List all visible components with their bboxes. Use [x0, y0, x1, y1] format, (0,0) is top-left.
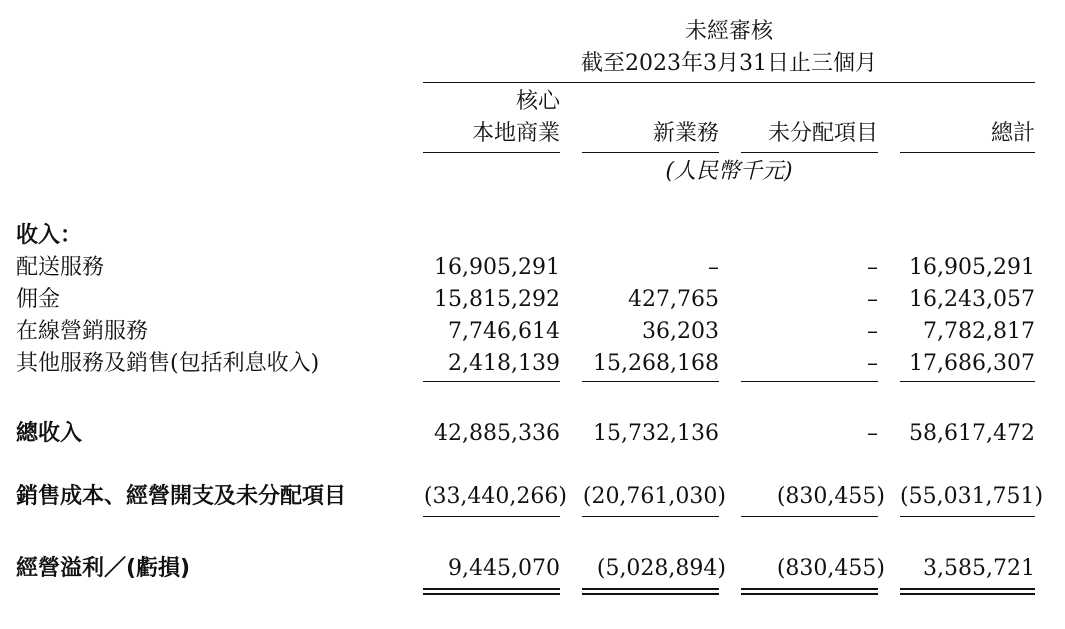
cell-core: 42,885,336 — [434, 421, 560, 446]
cell-total: 16,905,291 — [909, 255, 1035, 280]
cell-unalloc: – — [867, 351, 878, 376]
cell-new: – — [708, 255, 719, 280]
costs-rule-core — [423, 516, 560, 517]
cell-core: 2,418,139 — [448, 351, 560, 376]
costs-rule-total — [900, 516, 1035, 517]
revenue-heading: 收入： — [16, 223, 83, 248]
cell-unalloc: – — [867, 255, 878, 280]
col-unallocated: 未分配項目 — [767, 121, 878, 146]
cell-total: 16,243,057 — [909, 287, 1035, 312]
cell-new: 15,732,136 — [593, 421, 719, 446]
cell-total: 7,782,817 — [923, 319, 1035, 344]
cell-total: 58,617,472 — [909, 421, 1035, 446]
header-rule — [423, 82, 1035, 83]
period-heading: 截至2023年3月31日止三個月 — [581, 51, 877, 76]
cell-new: 427,765 — [628, 287, 719, 312]
col-unalloc-rule — [741, 152, 878, 153]
cell-total: 17,686,307 — [909, 351, 1035, 376]
col-total-rule — [900, 152, 1035, 153]
double-rule-core — [423, 588, 560, 595]
cell-unalloc: – — [867, 421, 878, 446]
cell-core: 7,746,614 — [448, 319, 560, 344]
double-rule-total — [900, 588, 1035, 595]
cell-core: 16,905,291 — [434, 255, 560, 280]
subtotal-rule-core — [423, 381, 560, 382]
cell-new: 15,268,168 — [593, 351, 719, 376]
double-rule-new — [582, 588, 719, 595]
row-label: 經營溢利／(虧損) — [16, 556, 191, 581]
cell-new: 36,203 — [642, 319, 719, 344]
row-label: 總收入 — [16, 421, 83, 446]
cell-unalloc: – — [867, 319, 878, 344]
col-core-line2: 本地商業 — [471, 121, 560, 146]
row-label: 銷售成本、經營開支及未分配項目 — [16, 484, 347, 509]
row-label: 配送服務 — [16, 255, 105, 280]
col-new-rule — [582, 152, 719, 153]
audit-status-heading: 未經審核 — [684, 19, 773, 44]
col-core-rule — [423, 152, 560, 153]
cell-total: (55,031,751) — [900, 484, 1044, 509]
costs-rule-new — [582, 516, 719, 517]
cell-new: (5,028,894) — [596, 556, 726, 581]
cell-core: 9,445,070 — [448, 556, 560, 581]
col-new-business: 新業務 — [652, 121, 719, 146]
cell-new: (20,761,030) — [582, 484, 726, 509]
subtotal-rule-total — [900, 381, 1035, 382]
subtotal-rule-new — [582, 381, 719, 382]
cell-unalloc: (830,455) — [776, 556, 885, 581]
row-label: 其他服務及銷售(包括利息收入) — [16, 351, 320, 376]
subtotal-rule-unalloc — [741, 381, 878, 382]
costs-rule-unalloc — [741, 516, 878, 517]
double-rule-unalloc — [741, 588, 878, 595]
currency-note: (人民幣千元) — [665, 159, 793, 184]
col-total: 總計 — [990, 121, 1035, 146]
cell-unalloc: (830,455) — [776, 484, 885, 509]
cell-core: (33,440,266) — [423, 484, 567, 509]
cell-core: 15,815,292 — [434, 287, 560, 312]
col-core-line1: 核心 — [515, 89, 560, 114]
cell-unalloc: – — [867, 287, 878, 312]
row-label: 佣金 — [16, 287, 61, 312]
cell-total: 3,585,721 — [923, 556, 1035, 581]
row-label: 在線營銷服務 — [16, 319, 149, 344]
